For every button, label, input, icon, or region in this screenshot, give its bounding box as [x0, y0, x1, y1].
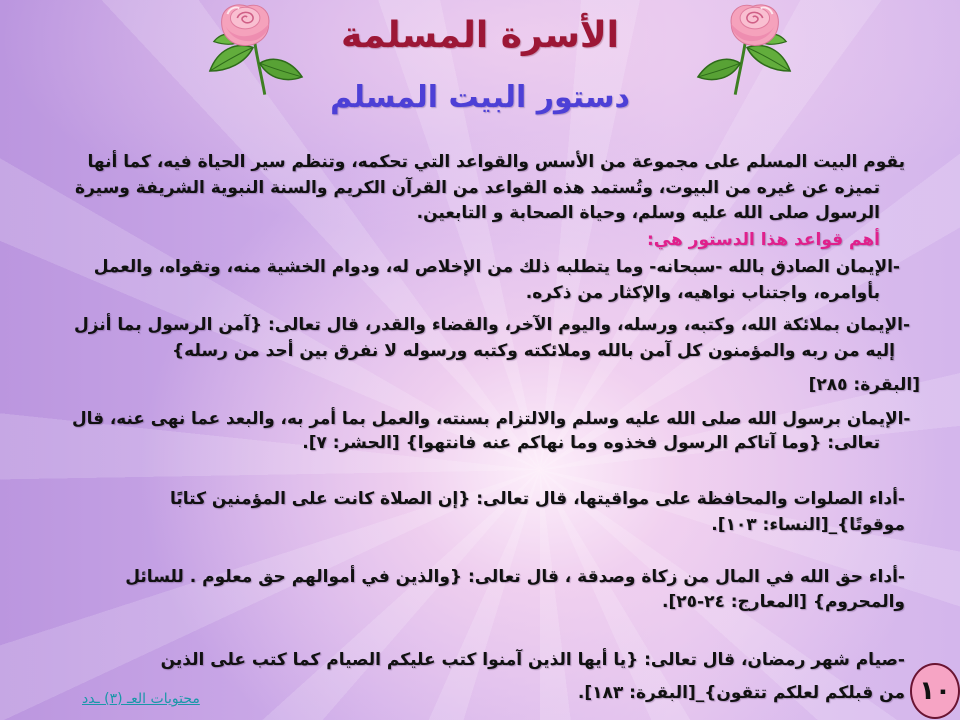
contents-link[interactable]: محتويات العـ (٣) ـدد [82, 691, 200, 707]
intro-line: يقوم البيت المسلم على مجموعة من الأسس والقواعد التي تحكمه، وتنظم سير الحياة فيه، كما أنها [87, 152, 905, 172]
rule-line: -أداء حق الله في المال من زكاة وصدقة ، قال تعالى: {والذين في أموالهم حق معلوم . للسائل [125, 567, 905, 587]
rules-heading: أهم قواعد هذا الدستور هي: [646, 230, 880, 250]
rule-line: بأوامره، واجتناب نواهيه، والإكثار من ذكره. [525, 283, 880, 303]
rule-line: موقوتًا}_[النساء: ١٠٣]. [711, 515, 905, 535]
slide-subtitle: دستور البيت المسلم [330, 80, 630, 115]
rule-line: -صيام شهر رمضان، قال تعالى: {يا أيها الذين آمنوا كتب عليكم الصيام كما كتب على الذين [160, 650, 905, 670]
rule-line: -أداء الصلوات والمحافظة على مواقيتها، قال تعالى: {إن الصلاة كانت على المؤمنين كتابًا [170, 489, 905, 509]
slide-title: الأسرة المسلمة [340, 15, 619, 56]
intro-line: الرسول صلى الله عليه وسلم، وحياة الصحابة و التابعين. [416, 203, 880, 223]
page-number-badge: ١٠ [910, 663, 960, 719]
rule-line: -الإيمان برسول الله صلى الله عليه وسلم والالتزام بسنته، والعمل بما أمر به، والبعد عما نهى عنه، قال [71, 409, 910, 429]
rule-citation: [البقرة: ٢٨٥] [808, 375, 920, 395]
rule-line: إليه من ربه والمؤمنون كل آمن بالله وملائكته وكتبه ورسوله لا نفرق بين أحد من رسله} [172, 341, 895, 361]
rule-line: تعالى: {وما آتاكم الرسول فخذوه وما نهاكم عنه فانتهوا} [الحشر: ٧]. [302, 433, 880, 453]
rule-line: من قبلكم لعلكم تتقون}_[البقرة: ١٨٣]. [577, 683, 905, 703]
rule-line: -الإيمان الصادق بالله -سبحانه- وما يتطلبه ذلك من الإخلاص له، ودوام الخشية منه، وتقواه، والعمل [93, 257, 900, 277]
rule-line: والمحروم} [المعارج: ٢٤-٢٥]. [662, 592, 905, 612]
intro-line: تميزه عن غيره من البيوت، وتُستمد هذه القواعد من القرآن الكريم والسنة النبوية الشريفة وسيرة [75, 178, 880, 198]
rule-line: -الإيمان بملائكة الله، وكتبه، ورسله، واليوم الآخر، والقضاء والقدر، قال تعالى: {آمن الرسول بما أنزل [73, 315, 910, 335]
